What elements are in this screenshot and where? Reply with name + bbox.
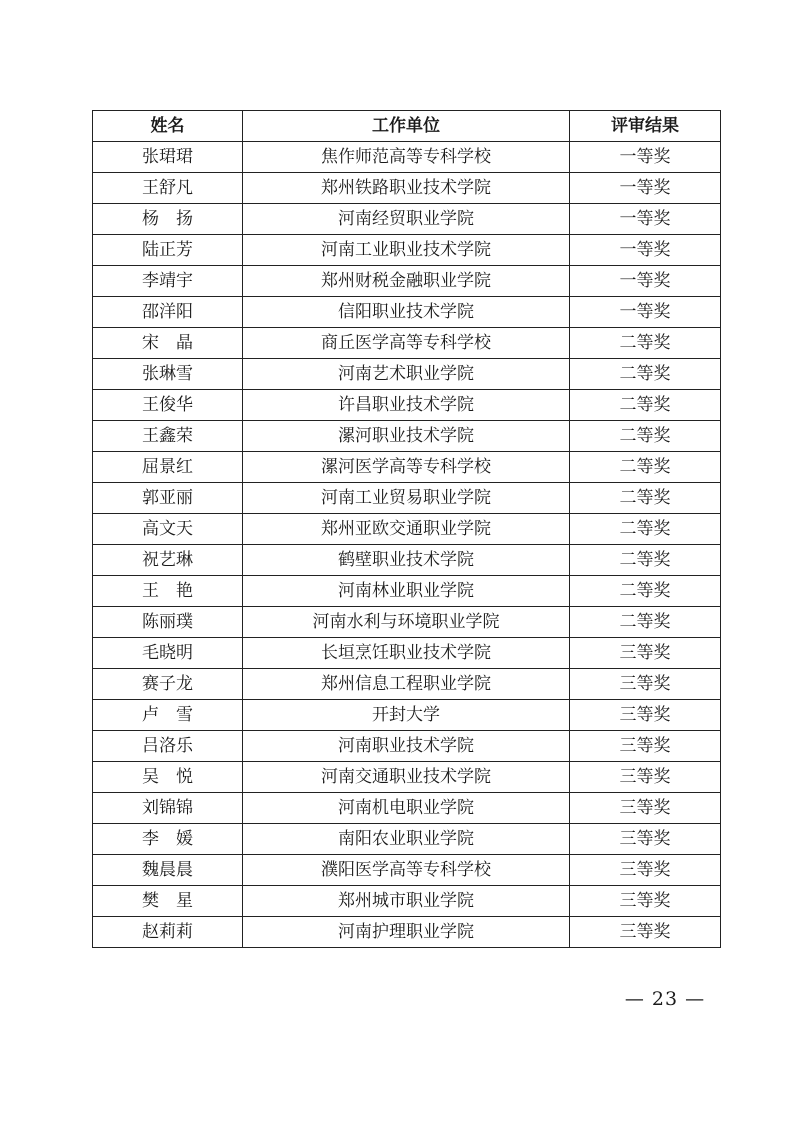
cell-unit: 河南经贸职业学院	[243, 204, 570, 235]
table-row	[93, 235, 721, 266]
cell-name: 邵洋阳	[93, 297, 243, 328]
cell-name: 杨 扬	[93, 204, 243, 235]
cell-result: 三等奖	[570, 917, 721, 948]
cell-name: 陆正芳	[93, 235, 243, 266]
cell-name: 屈景红	[93, 452, 243, 483]
cell-unit: 郑州城市职业学院	[243, 886, 570, 917]
cell-unit: 漯河医学高等专科学校	[243, 452, 570, 483]
cell-unit: 河南艺术职业学院	[243, 359, 570, 390]
cell-result: 二等奖	[570, 576, 721, 607]
cell-name: 刘锦锦	[93, 793, 243, 824]
cell-unit: 鹤壁职业技术学院	[243, 545, 570, 576]
table-row	[93, 886, 721, 917]
table-row	[93, 452, 721, 483]
cell-name: 宋 晶	[93, 328, 243, 359]
cell-name: 郭亚丽	[93, 483, 243, 514]
cell-result: 二等奖	[570, 514, 721, 545]
cell-unit: 河南工业贸易职业学院	[243, 483, 570, 514]
cell-name: 张珺珺	[93, 142, 243, 173]
cell-result: 二等奖	[570, 452, 721, 483]
cell-unit: 郑州亚欧交通职业学院	[243, 514, 570, 545]
table-row	[93, 793, 721, 824]
cell-name: 樊 星	[93, 886, 243, 917]
table-row	[93, 297, 721, 328]
cell-result: 二等奖	[570, 390, 721, 421]
table-row	[93, 328, 721, 359]
table-header-row	[93, 111, 721, 142]
cell-name: 王舒凡	[93, 173, 243, 204]
cell-unit: 长垣烹饪职业技术学院	[243, 638, 570, 669]
cell-name: 王俊华	[93, 390, 243, 421]
cell-unit: 河南工业职业技术学院	[243, 235, 570, 266]
cell-result: 三等奖	[570, 731, 721, 762]
table-row	[93, 359, 721, 390]
table-row	[93, 390, 721, 421]
cell-name: 赵莉莉	[93, 917, 243, 948]
cell-result: 二等奖	[570, 545, 721, 576]
cell-unit: 河南交通职业技术学院	[243, 762, 570, 793]
cell-name: 张琳雪	[93, 359, 243, 390]
table-row	[93, 669, 721, 700]
cell-unit: 郑州信息工程职业学院	[243, 669, 570, 700]
table-row	[93, 855, 721, 886]
table-row	[93, 607, 721, 638]
cell-name: 高文天	[93, 514, 243, 545]
cell-result: 一等奖	[570, 297, 721, 328]
cell-result: 三等奖	[570, 762, 721, 793]
cell-result: 三等奖	[570, 886, 721, 917]
page-number: — 23 —	[624, 988, 706, 1010]
cell-result: 一等奖	[570, 266, 721, 297]
cell-unit: 南阳农业职业学院	[243, 824, 570, 855]
cell-result: 二等奖	[570, 328, 721, 359]
cell-name: 魏晨晨	[93, 855, 243, 886]
cell-name: 卢 雪	[93, 700, 243, 731]
table-row	[93, 545, 721, 576]
table-row	[93, 173, 721, 204]
table-row	[93, 762, 721, 793]
table-row	[93, 514, 721, 545]
table-body	[93, 142, 721, 948]
cell-result: 三等奖	[570, 638, 721, 669]
cell-result: 三等奖	[570, 700, 721, 731]
table-row	[93, 917, 721, 948]
awards-table	[92, 110, 721, 948]
cell-unit: 河南护理职业学院	[243, 917, 570, 948]
cell-unit: 郑州铁路职业技术学院	[243, 173, 570, 204]
cell-result: 二等奖	[570, 483, 721, 514]
cell-unit: 商丘医学高等专科学校	[243, 328, 570, 359]
cell-result: 一等奖	[570, 142, 721, 173]
cell-result: 二等奖	[570, 421, 721, 452]
cell-name: 王 艳	[93, 576, 243, 607]
table-row	[93, 483, 721, 514]
cell-result: 三等奖	[570, 855, 721, 886]
cell-result: 一等奖	[570, 173, 721, 204]
table-row	[93, 421, 721, 452]
cell-unit: 开封大学	[243, 700, 570, 731]
cell-name: 祝艺琳	[93, 545, 243, 576]
cell-result: 三等奖	[570, 793, 721, 824]
cell-result: 一等奖	[570, 235, 721, 266]
cell-unit: 郑州财税金融职业学院	[243, 266, 570, 297]
cell-result: 三等奖	[570, 824, 721, 855]
cell-name: 毛晓明	[93, 638, 243, 669]
cell-unit: 河南职业技术学院	[243, 731, 570, 762]
table-row	[93, 731, 721, 762]
table-row	[93, 824, 721, 855]
cell-unit: 漯河职业技术学院	[243, 421, 570, 452]
header-result: 评审结果	[570, 111, 721, 142]
table-row	[93, 204, 721, 235]
header-name: 姓名	[93, 111, 243, 142]
cell-result: 二等奖	[570, 607, 721, 638]
cell-unit: 濮阳医学高等专科学校	[243, 855, 570, 886]
cell-unit: 信阳职业技术学院	[243, 297, 570, 328]
cell-unit: 河南林业职业学院	[243, 576, 570, 607]
cell-unit: 焦作师范高等专科学校	[243, 142, 570, 173]
table-row	[93, 576, 721, 607]
table-row	[93, 266, 721, 297]
header-unit: 工作单位	[243, 111, 570, 142]
cell-name: 王鑫荣	[93, 421, 243, 452]
table-row	[93, 638, 721, 669]
cell-name: 吴 悦	[93, 762, 243, 793]
cell-result: 三等奖	[570, 669, 721, 700]
cell-name: 吕洛乐	[93, 731, 243, 762]
cell-name: 赛子龙	[93, 669, 243, 700]
cell-result: 二等奖	[570, 359, 721, 390]
table-row	[93, 700, 721, 731]
cell-name: 李靖宇	[93, 266, 243, 297]
table-row	[93, 142, 721, 173]
cell-unit: 河南机电职业学院	[243, 793, 570, 824]
cell-result: 一等奖	[570, 204, 721, 235]
cell-name: 李 媛	[93, 824, 243, 855]
cell-unit: 许昌职业技术学院	[243, 390, 570, 421]
cell-name: 陈丽璞	[93, 607, 243, 638]
cell-unit: 河南水利与环境职业学院	[243, 607, 570, 638]
